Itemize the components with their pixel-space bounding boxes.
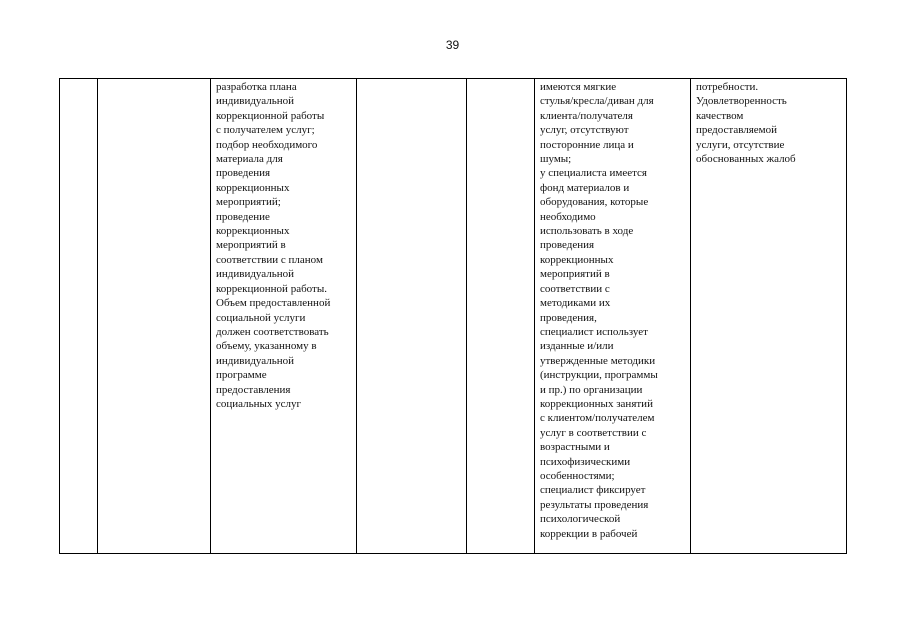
cell-text-line: использовать в ходе xyxy=(540,225,634,238)
cell-text-line: шумы; xyxy=(540,153,572,166)
cell-text-line: Объем предоставленной xyxy=(216,297,331,310)
cell-text-line: методиками их xyxy=(540,297,611,310)
cell-text-line: результаты проведения xyxy=(540,498,649,511)
cell-text-line: необходимо xyxy=(540,210,596,223)
table-cell-5 xyxy=(467,79,535,554)
cell-text-line: специалист фиксирует xyxy=(540,484,646,497)
cell-text-line: социальной услуги xyxy=(216,311,306,324)
cell-text-line: услуг в соответствии с xyxy=(540,426,647,439)
cell-text-line: Удовлетворенность xyxy=(696,95,787,108)
cell-text-line: (инструкции, программы xyxy=(540,369,658,382)
cell-text-line: качеством xyxy=(696,109,744,122)
cell-text-line: специалист использует xyxy=(540,325,648,338)
cell-text-line: посторонние лица и xyxy=(540,138,634,151)
cell-text-line: возрастными и xyxy=(540,441,610,454)
cell-text-line: проведение xyxy=(216,210,270,223)
cell-text-line: индивидуальной xyxy=(216,95,295,108)
cell-text-line: коррекционной работы xyxy=(216,109,325,122)
cell-text-line: коррекционных xyxy=(540,253,614,266)
cell-text-line: психофизическими xyxy=(540,455,631,468)
table-row xyxy=(60,79,847,554)
table-cell-6 xyxy=(535,79,691,554)
cell-text-line: объему, указанному в xyxy=(216,340,317,353)
cell-text-line: подбор необходимого xyxy=(216,138,318,151)
cell-text-line: коррекционных занятий xyxy=(540,397,653,410)
document-table xyxy=(59,78,847,554)
cell-text-line: услуги, отсутствие xyxy=(696,138,785,151)
cell-text-line: соответствии с планом xyxy=(216,253,323,266)
cell-text-line: проведения xyxy=(216,167,271,180)
cell-text-line: коррекционных xyxy=(216,225,290,238)
cell-text-line: стулья/кресла/диван для xyxy=(540,95,654,108)
cell-text-line: коррекции в рабочей xyxy=(540,527,638,540)
page-number: 39 xyxy=(445,38,460,52)
cell-text-line: мероприятий в xyxy=(540,268,610,281)
cell-text-line: особенностями; xyxy=(540,469,615,482)
cell-text-line: индивидуальной xyxy=(216,268,295,281)
cell-text-line: программе xyxy=(216,369,267,382)
cell-text-line: клиента/получателя xyxy=(540,109,633,122)
cell-text-line: проведения xyxy=(540,239,595,252)
cell-text-line: и пр.) по организации xyxy=(540,383,643,396)
cell-text-line: индивидуальной xyxy=(216,354,295,367)
cell-text-line: материала для xyxy=(216,153,283,166)
cell-text-line: обоснованных жалоб xyxy=(696,153,796,166)
cell-text-line: социальных услуг xyxy=(216,397,302,410)
cell-text-line: должен соответствовать xyxy=(216,325,329,338)
cell-text-line: коррекционных xyxy=(216,181,290,194)
cell-text-line: с клиентом/получателем xyxy=(540,412,655,425)
cell-text-line: мероприятий в xyxy=(216,239,286,252)
cell-text-line: фонд материалов и xyxy=(540,181,630,194)
table-cell-4 xyxy=(357,79,467,554)
table-cell-7 xyxy=(691,79,847,554)
cell-text-line: соответствии с xyxy=(540,282,610,295)
cell-text-line: коррекционной работы. xyxy=(216,282,327,295)
cell-text-line: утвержденные методики xyxy=(540,354,656,367)
cell-text-line: разработка плана xyxy=(216,81,297,93)
table-cell-1 xyxy=(60,79,98,554)
cell-text-line: изданные и/или xyxy=(540,340,614,353)
cell-text-line: имеются мягкие xyxy=(540,81,617,93)
table-cell-3 xyxy=(211,79,357,554)
cell-text-line: проведения, xyxy=(540,311,597,324)
cell-text-line: услуг, отсутствуют xyxy=(540,124,629,137)
cell-text-line: потребности. xyxy=(696,81,759,93)
cell-text-line: с получателем услуг; xyxy=(216,124,315,137)
cell-text-line: психологической xyxy=(540,513,621,526)
cell-text-line: оборудования, которые xyxy=(540,196,649,209)
cell-text-line: предоставляемой xyxy=(696,124,778,137)
table-cell-2 xyxy=(98,79,211,554)
cell-text-line: мероприятий; xyxy=(216,196,281,209)
cell-text-line: у специалиста имеется xyxy=(540,167,647,180)
cell-text-line: предоставления xyxy=(216,383,291,396)
